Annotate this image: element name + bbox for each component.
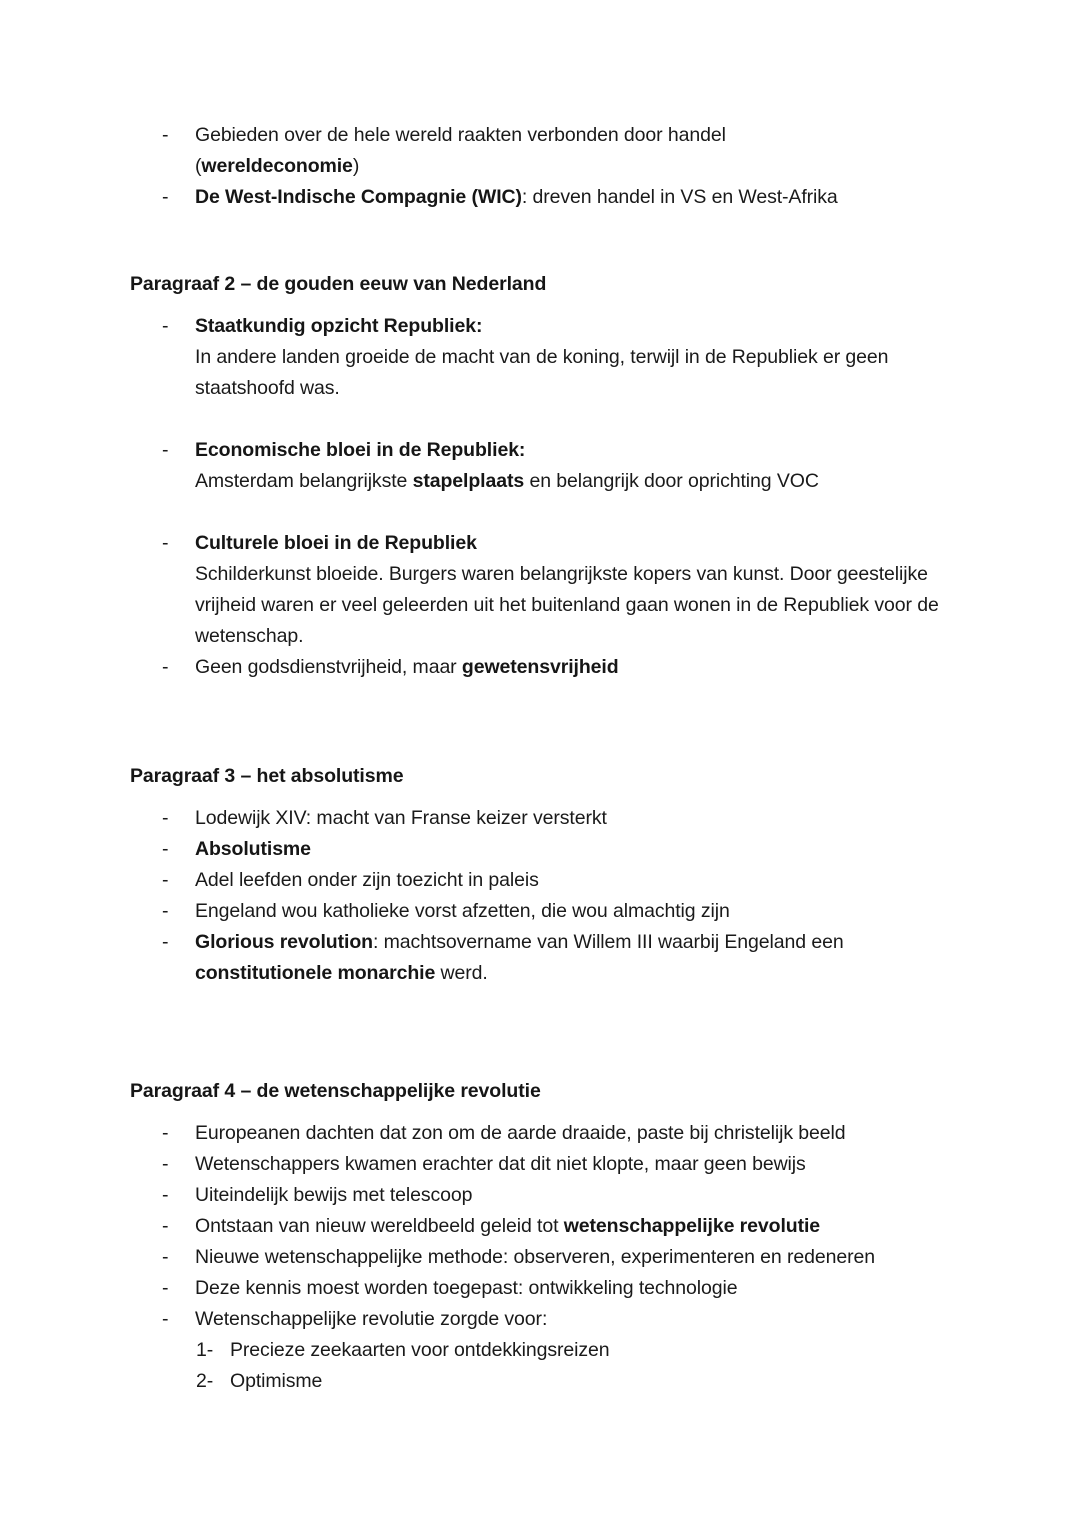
paragraaf-2-list-economisch xyxy=(130,435,960,497)
paragraaf-2-list-cultureel xyxy=(130,528,960,683)
body-post: en belangrijk door oprichting VOC xyxy=(524,470,819,492)
spacer xyxy=(130,989,960,1045)
bullet-dash-icon: - xyxy=(162,1184,169,1206)
list-item-text: Wetenschappelijke revolutie zorgde voor: xyxy=(195,1308,548,1330)
list-item xyxy=(130,652,960,683)
section-heading-paragraaf-2: Paragraaf 2 – de gouden eeuw van Nederland xyxy=(130,273,547,295)
list-item xyxy=(130,435,960,466)
list-item-text: Uiteindelijk bewijs met telescoop xyxy=(195,1184,473,1206)
bullet-dash-icon: - xyxy=(162,1308,169,1330)
list-item xyxy=(130,182,960,213)
paragraaf-4-numbered-list xyxy=(130,1335,960,1397)
document-body xyxy=(130,120,960,1397)
list-item xyxy=(130,1149,960,1180)
spacer xyxy=(130,739,960,761)
list-item-tail: werd. xyxy=(435,962,488,984)
term-wereldeconomie: wereldeconomie xyxy=(201,155,353,177)
list-item xyxy=(130,803,960,834)
paragraaf-2-list xyxy=(130,311,960,404)
term-wic: De West-Indische Compagnie (WIC) xyxy=(195,186,522,208)
list-item-text: Engeland wou katholieke vorst afzetten, die wou almachtig zijn xyxy=(195,900,730,922)
list-item-text: Europeanen dachten dat zon om de aarde draaide, paste bij christelijk beeld xyxy=(195,1122,846,1144)
list-item xyxy=(130,528,960,559)
list-item xyxy=(130,1304,960,1335)
list-item-body: Schilderkunst bloeide. Burgers waren belangrijkste kopers van kunst. Door geestelijke vrijheid waren er veel geleerden uit het buitenland gaan wonen in de Republiek voor de wetenschap. xyxy=(195,563,939,647)
spacer xyxy=(130,299,960,311)
bullet-dash-icon: - xyxy=(162,931,169,953)
list-item xyxy=(130,927,960,989)
list-item-text: Optimisme xyxy=(230,1370,323,1392)
list-item xyxy=(130,1366,960,1397)
bullet-dash-icon: - xyxy=(162,1153,169,1175)
list-item xyxy=(130,1335,960,1366)
list-item-text xyxy=(195,124,726,146)
term-stapelplaats: stapelplaats xyxy=(412,470,525,492)
list-item-wrapped-line xyxy=(130,151,960,182)
spacer xyxy=(130,404,960,435)
list-item xyxy=(130,1180,960,1211)
spacer xyxy=(130,683,960,739)
list-item-text: Nieuwe wetenschappelijke methode: observeren, experimenteren en redeneren xyxy=(195,1246,875,1268)
bullet-dash-icon: - xyxy=(162,1277,169,1299)
spacer xyxy=(130,1045,960,1076)
list-item-text: Wetenschappers kwamen erachter dat dit niet klopte, maar geen bewijs xyxy=(195,1153,806,1175)
list-item xyxy=(130,1273,960,1304)
bullet-dash-icon: - xyxy=(162,532,169,554)
bullet-dash-icon: - xyxy=(162,807,169,829)
spacer xyxy=(130,1106,960,1118)
spacer xyxy=(130,497,960,528)
subheading-staatkundig: Staatkundig opzicht Republiek: xyxy=(195,315,483,337)
list-item xyxy=(130,1118,960,1149)
list-item-text: Geen godsdienstvrijheid, maar xyxy=(195,656,462,678)
spacer xyxy=(130,213,960,269)
list-item xyxy=(130,120,960,151)
list-item-body xyxy=(130,466,960,497)
number-marker: 2- xyxy=(196,1370,214,1392)
term-constitutionele-monarchie: constitutionele monarchie xyxy=(195,962,436,984)
bullet-dash-icon: - xyxy=(162,838,169,860)
list-item xyxy=(130,1211,960,1242)
list-item-text: Deze kennis moest worden toegepast: ontwikkeling technologie xyxy=(195,1277,738,1299)
term-absolutisme: Absolutisme xyxy=(195,838,311,860)
bullet-dash-icon: - xyxy=(162,315,169,337)
paren-open: ( xyxy=(195,155,202,177)
list-item-text: : dreven handel in VS en West-Afrika xyxy=(521,186,838,208)
bullet-dash-icon: - xyxy=(162,1215,169,1237)
list-item-text: Ontstaan van nieuw wereldbeeld geleid tot xyxy=(195,1215,564,1237)
term-gewetensvrijheid: gewetensvrijheid xyxy=(461,656,619,678)
list-item-line1: Gebieden over de hele wereld raakten verbonden door handel xyxy=(195,124,726,146)
list-item xyxy=(130,896,960,927)
number-marker: 1- xyxy=(196,1339,214,1361)
body-pre: Amsterdam belangrijkste xyxy=(195,470,413,492)
bullet-dash-icon: - xyxy=(162,1122,169,1144)
list-item-body: In andere landen groeide de macht van de koning, terwijl in de Republiek er geen staatshoofd was. xyxy=(195,346,889,399)
paren-close: ) xyxy=(352,155,360,177)
list-item xyxy=(130,834,960,865)
subheading-economische-bloei: Economische bloei in de Republiek: xyxy=(195,439,526,461)
list-item-text: Lodewijk XIV: macht van Franse keizer versterkt xyxy=(195,807,607,829)
list-item-text: Precieze zeekaarten voor ontdekkingsreizen xyxy=(230,1339,610,1361)
term-glorious-revolution: Glorious revolution xyxy=(195,931,373,953)
subheading-culturele-bloei: Culturele bloei in de Republiek xyxy=(195,532,477,554)
bullet-dash-icon: - xyxy=(162,439,169,461)
list-item xyxy=(130,865,960,896)
bullet-dash-icon: - xyxy=(162,186,169,208)
section-heading-paragraaf-3: Paragraaf 3 – het absolutisme xyxy=(130,765,404,787)
bullet-dash-icon: - xyxy=(162,656,169,678)
bullet-dash-icon: - xyxy=(162,900,169,922)
section-heading-paragraaf-4: Paragraaf 4 – de wetenschappelijke revolutie xyxy=(130,1080,541,1102)
list-item-text: : machtsovername van Willem III waarbij Engeland een xyxy=(372,931,844,953)
list-item xyxy=(130,1242,960,1273)
bullet-dash-icon: - xyxy=(162,124,169,146)
paragraaf-4-list xyxy=(130,1118,960,1335)
list-item xyxy=(130,311,960,342)
top-bullet-list xyxy=(130,120,960,213)
term-wetenschappelijke-revolutie: wetenschappelijke revolutie xyxy=(563,1215,821,1237)
paragraaf-3-list xyxy=(130,803,960,989)
spacer xyxy=(130,791,960,803)
list-item-text: Adel leefden onder zijn toezicht in paleis xyxy=(195,869,539,891)
bullet-dash-icon: - xyxy=(162,869,169,891)
bullet-dash-icon: - xyxy=(162,1246,169,1268)
